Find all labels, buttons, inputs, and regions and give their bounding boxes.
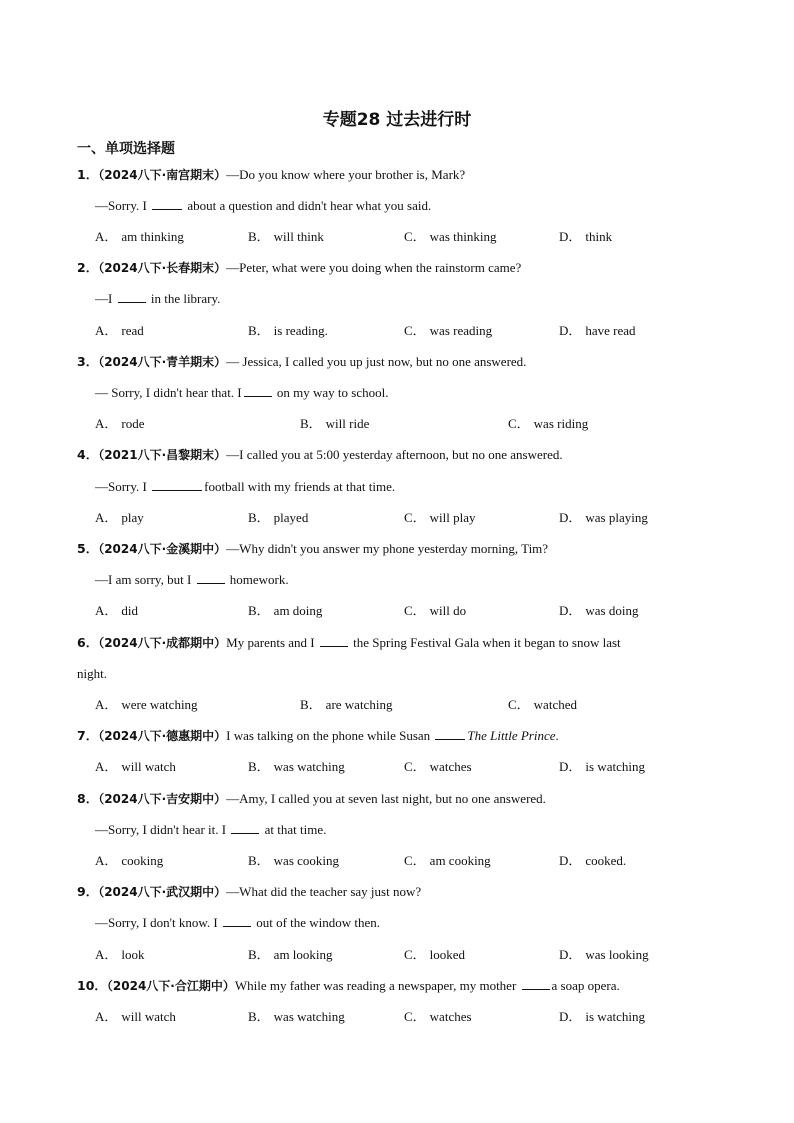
option-c[interactable] xyxy=(404,758,472,776)
answer-blank xyxy=(152,197,182,210)
option-d[interactable] xyxy=(559,509,648,527)
option-d[interactable] xyxy=(559,228,612,246)
question-source: （2024八下·金溪期中） xyxy=(98,542,227,556)
option-label: D． xyxy=(559,947,582,962)
option-text: look xyxy=(121,947,145,962)
question-3-reply xyxy=(95,384,388,402)
option-label: A． xyxy=(95,510,118,525)
option-c[interactable] xyxy=(404,322,492,340)
option-label: C． xyxy=(404,1009,426,1024)
option-text: was cooking xyxy=(273,853,340,868)
question-4-reply xyxy=(95,478,395,496)
question-9-stem xyxy=(77,883,421,901)
option-a[interactable] xyxy=(95,509,144,527)
option-label: C． xyxy=(404,759,426,774)
option-text: watches xyxy=(429,1009,472,1024)
option-label: C． xyxy=(404,853,426,868)
question-3-stem xyxy=(77,353,526,371)
reply-text: at that time. xyxy=(261,822,327,837)
reply-text: —I xyxy=(95,291,116,306)
option-a[interactable] xyxy=(95,415,145,433)
option-a[interactable] xyxy=(95,852,163,870)
option-label: C． xyxy=(404,603,426,618)
answer-blank xyxy=(435,727,465,740)
question-number: 5． xyxy=(77,541,99,556)
option-b[interactable] xyxy=(248,946,333,964)
question-source: （2024八下·青羊期末） xyxy=(98,355,227,369)
option-c[interactable] xyxy=(404,228,496,246)
option-label: C． xyxy=(404,947,426,962)
option-b[interactable] xyxy=(248,509,308,527)
option-label: A． xyxy=(95,697,118,712)
option-text: cooking xyxy=(121,853,164,868)
option-a[interactable] xyxy=(95,758,176,776)
option-label: A． xyxy=(95,229,118,244)
reply-text: in the library. xyxy=(147,291,221,306)
option-label: A． xyxy=(95,947,118,962)
question-text: —Peter, what were you doing when the rainstorm came? xyxy=(226,260,522,275)
option-text: looked xyxy=(429,947,466,962)
reply-text: football with my friends at that time. xyxy=(204,479,396,494)
reply-text: on my way to school. xyxy=(273,385,389,400)
option-c[interactable] xyxy=(404,602,466,620)
question-text: a soap opera. xyxy=(551,978,620,993)
option-b[interactable] xyxy=(248,228,324,246)
question-number: 2． xyxy=(77,260,99,275)
question-number: 8． xyxy=(77,791,99,806)
option-a[interactable] xyxy=(95,696,198,714)
option-c[interactable] xyxy=(404,1008,472,1026)
question-10-stem xyxy=(77,977,620,995)
option-label: C． xyxy=(404,229,426,244)
answer-blank xyxy=(522,977,550,990)
option-label: D． xyxy=(559,759,582,774)
question-source: （2024八下·武汉期中） xyxy=(98,885,227,899)
answer-blank xyxy=(231,821,259,834)
option-d[interactable] xyxy=(559,602,638,620)
option-text: cooked. xyxy=(585,853,627,868)
option-label: A． xyxy=(95,603,118,618)
answer-blank xyxy=(320,634,348,647)
option-label: B． xyxy=(248,229,270,244)
option-label: B． xyxy=(248,947,270,962)
option-c[interactable] xyxy=(404,946,465,964)
option-text: is watching xyxy=(585,759,645,774)
question-8-stem xyxy=(77,790,546,808)
option-text: have read xyxy=(585,323,636,338)
option-c[interactable] xyxy=(508,696,577,714)
question-source: （2021八下·昌黎期末） xyxy=(98,448,227,462)
reply-text: —Sorry. I xyxy=(95,479,151,494)
option-label: B． xyxy=(248,853,270,868)
option-b[interactable] xyxy=(300,415,369,433)
question-number: 7． xyxy=(77,728,99,743)
option-text: was watching xyxy=(273,759,345,774)
question-5-stem xyxy=(77,540,548,558)
question-number: 4． xyxy=(77,447,99,462)
option-text: was reading xyxy=(429,323,493,338)
page-title: 专题28 过去进行时 xyxy=(322,110,472,130)
option-b[interactable] xyxy=(300,696,392,714)
reply-text: —Sorry, I don't know. I xyxy=(95,915,221,930)
question-text: . xyxy=(555,728,559,743)
reply-text: homework. xyxy=(226,572,289,587)
option-d[interactable] xyxy=(559,322,636,340)
reply-text: about a question and didn't hear what you said. xyxy=(184,198,432,213)
option-b[interactable] xyxy=(248,758,345,776)
option-text: rode xyxy=(121,416,145,431)
question-text: While my father was reading a newspaper, my mother xyxy=(234,978,520,993)
question-text: —Amy, I called you at seven last night, but no one answered. xyxy=(226,791,546,806)
option-text: will do xyxy=(429,603,467,618)
answer-blank xyxy=(244,384,272,397)
option-text: am cooking xyxy=(429,853,491,868)
reply-text: — Sorry, I didn't hear that. I xyxy=(95,385,242,400)
option-d[interactable] xyxy=(559,758,645,776)
option-label: D． xyxy=(559,1009,582,1024)
question-6-stem xyxy=(77,634,621,652)
option-b[interactable] xyxy=(248,322,328,340)
reply-text: —Sorry. I xyxy=(95,198,151,213)
question-4-stem xyxy=(77,446,563,464)
question-number: 3． xyxy=(77,354,99,369)
option-a[interactable] xyxy=(95,946,145,964)
option-a[interactable] xyxy=(95,322,144,340)
option-text: am looking xyxy=(273,947,333,962)
option-text: was playing xyxy=(585,510,648,525)
option-label: C． xyxy=(404,323,426,338)
option-text: will watch xyxy=(121,759,176,774)
option-label: D． xyxy=(559,229,582,244)
question-6-continuation: night. xyxy=(77,666,107,681)
option-label: D． xyxy=(559,323,582,338)
option-text: was thinking xyxy=(429,229,497,244)
question-text: —Do you know where your brother is, Mark? xyxy=(226,167,466,182)
option-label: B． xyxy=(248,603,270,618)
option-c[interactable] xyxy=(404,852,491,870)
option-text: will watch xyxy=(121,1009,176,1024)
answer-blank xyxy=(223,914,251,927)
option-label: D． xyxy=(559,510,582,525)
option-text: play xyxy=(121,510,144,525)
question-source: （2024八下·成都期中） xyxy=(98,636,227,650)
answer-blank xyxy=(197,571,225,584)
option-label: A． xyxy=(95,323,118,338)
option-text: will ride xyxy=(325,416,370,431)
question-2-stem xyxy=(77,259,521,277)
option-text: did xyxy=(121,603,139,618)
question-text: My parents and I xyxy=(226,635,318,650)
option-label: A． xyxy=(95,416,118,431)
question-8-reply xyxy=(95,821,326,839)
option-text: will play xyxy=(429,510,476,525)
option-d[interactable] xyxy=(559,946,649,964)
option-text: was looking xyxy=(585,947,649,962)
option-label: A． xyxy=(95,853,118,868)
question-text: —What did the teacher say just now? xyxy=(226,884,422,899)
question-number: 9． xyxy=(77,884,99,899)
question-text: —I called you at 5:00 yesterday afternoon, but no one answered. xyxy=(226,447,563,462)
option-text: read xyxy=(121,323,144,338)
option-b[interactable] xyxy=(248,1008,345,1026)
option-c[interactable] xyxy=(404,509,476,527)
option-label: C． xyxy=(508,416,530,431)
option-d[interactable] xyxy=(559,852,626,870)
option-label: C． xyxy=(508,697,530,712)
option-text: think xyxy=(585,229,613,244)
option-label: A． xyxy=(95,1009,118,1024)
answer-blank xyxy=(118,290,146,303)
section-heading: 一、单项选择题 xyxy=(77,141,175,157)
option-label: D． xyxy=(559,603,582,618)
book-title: The Little Prince xyxy=(467,728,556,743)
question-number: 10． xyxy=(77,978,107,993)
option-text: watched xyxy=(533,697,577,712)
option-label: B． xyxy=(248,759,270,774)
option-text: is reading. xyxy=(273,323,328,338)
question-number: 6． xyxy=(77,635,99,650)
question-source: （2024八下·吉安期中） xyxy=(98,792,227,806)
option-text: watches xyxy=(429,759,472,774)
option-text: played xyxy=(273,510,309,525)
question-source: （2024八下·德惠期中） xyxy=(98,729,227,743)
option-b[interactable] xyxy=(248,852,339,870)
option-label: B． xyxy=(248,1009,270,1024)
option-text: is watching xyxy=(585,1009,645,1024)
question-2-reply xyxy=(95,290,220,308)
question-source: （2024八下·长春期末） xyxy=(98,261,227,275)
question-5-reply xyxy=(95,571,289,589)
option-d[interactable] xyxy=(559,1008,645,1026)
option-label: B． xyxy=(300,416,322,431)
option-label: C． xyxy=(404,510,426,525)
option-c[interactable] xyxy=(508,415,588,433)
question-9-reply xyxy=(95,914,380,932)
question-7-stem xyxy=(77,727,559,745)
option-label: A． xyxy=(95,759,118,774)
question-1-reply xyxy=(95,197,431,215)
option-text: am doing xyxy=(273,603,323,618)
reply-text: out of the window then. xyxy=(252,915,381,930)
option-b[interactable] xyxy=(248,602,322,620)
option-a[interactable] xyxy=(95,602,138,620)
option-text: was riding xyxy=(533,416,589,431)
question-text: the Spring Festival Gala when it began to snow last xyxy=(349,635,621,650)
reply-text: —Sorry, I didn't hear it. I xyxy=(95,822,230,837)
option-a[interactable] xyxy=(95,1008,176,1026)
answer-blank xyxy=(152,478,202,491)
option-label: B． xyxy=(248,510,270,525)
question-text: —Why didn't you answer my phone yesterday morning, Tim? xyxy=(226,541,549,556)
option-text: was doing xyxy=(585,603,639,618)
question-1-stem xyxy=(77,166,465,184)
option-text: were watching xyxy=(121,697,198,712)
question-number: 1． xyxy=(77,167,99,182)
option-text: am thinking xyxy=(121,229,184,244)
option-a[interactable] xyxy=(95,228,184,246)
question-text: — Jessica, I called you up just now, but no one answered. xyxy=(226,354,527,369)
option-text: will think xyxy=(273,229,324,244)
option-label: B． xyxy=(300,697,322,712)
option-text: was watching xyxy=(273,1009,345,1024)
option-text: are watching xyxy=(325,697,393,712)
option-label: D． xyxy=(559,853,582,868)
question-text: I was talking on the phone while Susan xyxy=(226,728,434,743)
question-source: （2024八下·南宫期末） xyxy=(98,168,227,182)
question-source: （2024八下·合江期中） xyxy=(106,979,235,993)
reply-text: —I am sorry, but I xyxy=(95,572,195,587)
option-label: B． xyxy=(248,323,270,338)
